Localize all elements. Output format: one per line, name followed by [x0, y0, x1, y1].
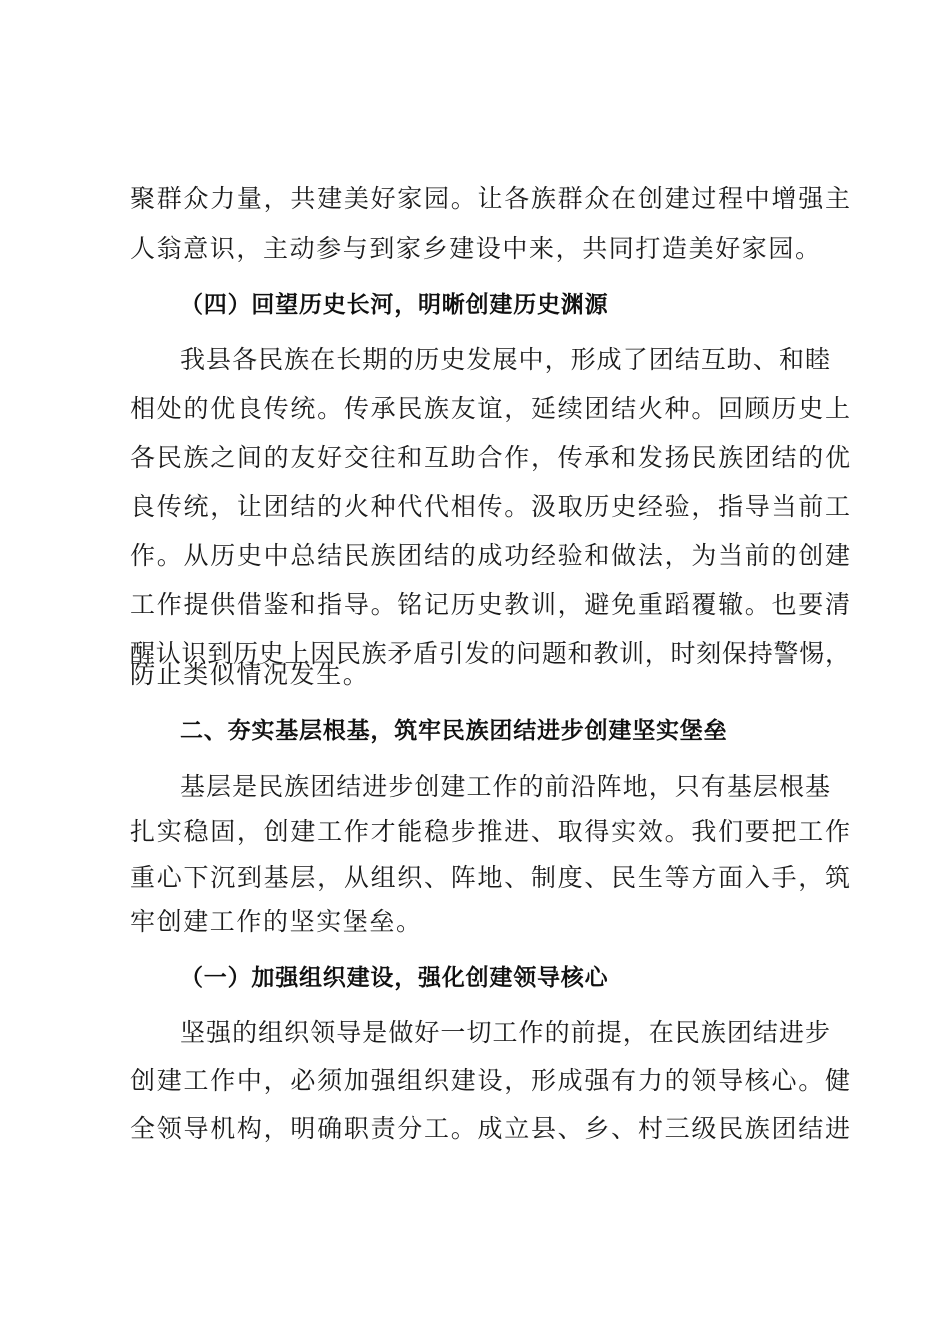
- paragraph-line: 工作提供借鉴和指导。铭记历史教训，避免重蹈覆辙。也要清: [130, 590, 850, 619]
- section-heading-4: （四）回望历史长河，明晰创建历史渊源: [180, 292, 609, 318]
- paragraph-line: 作。从历史中总结民族团结的成功经验和做法，为当前的创建: [130, 541, 850, 570]
- paragraph-line: 聚群众力量，共建美好家园。让各族群众在创建过程中增强主: [130, 184, 850, 213]
- paragraph-line: 牢创建工作的坚实堡垒。: [130, 907, 423, 936]
- paragraph-line: 各民族之间的友好交往和互助合作，传承和发扬民族团结的优: [130, 443, 850, 472]
- paragraph-line: 扎实稳固，创建工作才能稳步推进、取得实效。我们要把工作: [130, 817, 850, 846]
- paragraph-line: 创建工作中，必须加强组织建设，形成强有力的领导核心。健: [130, 1066, 850, 1095]
- chapter-heading-2: 二、夯实基层根基，筑牢民族团结进步创建坚实堡垒: [180, 718, 728, 744]
- section-heading-1: （一）加强组织建设，强化创建领导核心: [180, 965, 609, 991]
- paragraph-line: 基层是民族团结进步创建工作的前沿阵地，只有基层根基: [180, 772, 830, 801]
- paragraph-line: 坚强的组织领导是做好一切工作的前提，在民族团结进步: [180, 1018, 830, 1047]
- paragraph-line: 我县各民族在长期的历史发展中，形成了团结互助、和睦: [180, 345, 830, 374]
- paragraph-line: 良传统，让团结的火种代代相传。汲取历史经验，指导当前工: [130, 492, 850, 521]
- paragraph-line: 防止类似情况发生。: [130, 660, 370, 689]
- paragraph-line: 人翁意识，主动参与到家乡建设中来，共同打造美好家园。: [130, 234, 822, 263]
- paragraph-line: 醒认识到历史上因民族矛盾引发的问题和教训，时刻保持警惕，: [130, 639, 850, 668]
- paragraph-line: 全领导机构，明确职责分工。成立县、乡、村三级民族团结进: [130, 1114, 850, 1143]
- paragraph-line: 相处的优良传统。传承民族友谊，延续团结火种。回顾历史上: [130, 394, 850, 423]
- paragraph-line: 重心下沉到基层，从组织、阵地、制度、民生等方面入手，筑: [130, 863, 850, 892]
